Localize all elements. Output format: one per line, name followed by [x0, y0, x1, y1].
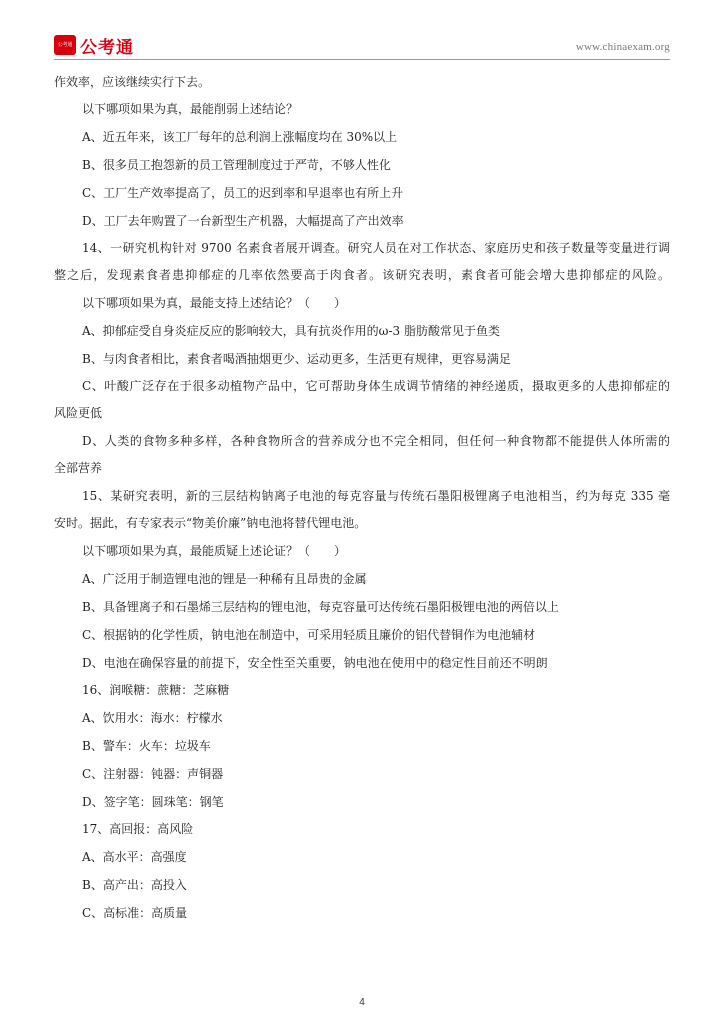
question-14-stem-cont: 整之后，发现素食者患抑郁症的几率依然要高于肉食者。该研究表明，素食者可能会增大患抑郁症的风险。	[54, 268, 670, 282]
option-d: D、人类的食物多种多样，各种食物所含的营养成分也不完全相同，但任何一种食物都不能提供人体所需的	[82, 434, 670, 448]
site-url: www.chinaexam.org	[575, 41, 670, 53]
option-c: C、根据钠的化学性质，钠电池在制造中，可采用轻质且廉价的铝代替铜作为电池辅材	[82, 628, 536, 642]
question-14-stem: 14、一研究机构针对 9700 名素食者展开调查。研究人员在对工作状态、家庭历史和孩子数量等变量进行调	[82, 241, 670, 255]
option-a: A、高水平：高强度	[82, 850, 187, 864]
question-prompt: 以下哪项如果为真，最能质疑上述论证？（ ）	[82, 544, 347, 558]
option-a: A、广泛用于制造锂电池的锂是一种稀有且昂贵的金属	[82, 572, 367, 586]
option-c: C、高标准：高质量	[82, 906, 188, 920]
option-b: B、与肉食者相比，素食者喝酒抽烟更少、运动更多，生活更有规律，更容易满足	[82, 352, 511, 366]
header-divider	[54, 59, 670, 60]
page-number: 4	[359, 997, 365, 1008]
option-b: B、高产出：高投入	[82, 878, 187, 892]
option-a: A、饮用水：海水：柠檬水	[82, 711, 223, 725]
document-body	[54, 75, 670, 920]
page-header	[54, 34, 670, 60]
question-prompt: 以下哪项如果为真，最能支持上述结论？（ ）	[82, 296, 347, 310]
option-c: C、叶酸广泛存在于很多动植物产品中，它可帮助身体生成调节情绪的神经递质，摄取更多的人患抑郁症的	[82, 379, 670, 393]
option-d: D、签字笔：圆珠笔：钢笔	[82, 795, 224, 809]
option-d: D、工厂去年购置了一台新型生产机器，大幅提高了产出效率	[82, 214, 404, 228]
question-15-stem-cont: 安时。据此，有专家表示“物美价廉”钠电池将替代锂电池。	[54, 516, 367, 530]
option-d: D、电池在确保容量的前提下，安全性至关重要，钠电池在使用中的稳定性目前还不明朗	[82, 656, 548, 670]
option-a: A、抑郁症受自身炎症反应的影响较大，具有抗炎作用的ω-3 脂肪酸常见于鱼类	[82, 324, 500, 338]
logo-mark-icon: 公考通	[54, 35, 76, 55]
option-c: C、工厂生产效率提高了，员工的迟到率和早退率也有所上升	[82, 186, 404, 200]
text-line: 作效率，应该继续实行下去。	[54, 75, 211, 89]
question-15-stem: 15、某研究表明，新的三层结构钠离子电池的每克容量与传统石墨阳极锂离子电池相当，约为每克 335 毫	[82, 489, 670, 503]
question-16-stem: 16、润喉糖：蔗糖：芝麻糖	[82, 683, 230, 697]
option-b: B、很多员工抱怨新的员工管理制度过于严苛，不够人性化	[82, 158, 391, 172]
question-prompt: 以下哪项如果为真，最能削弱上述结论？	[82, 102, 299, 116]
option-d-cont: 全部营养	[54, 461, 103, 475]
option-c-cont: 风险更低	[54, 406, 103, 420]
option-c: C、注射器：钝器：声铜器	[82, 767, 224, 781]
option-a: A、近五年来，该工厂每年的总利润上涨幅度均在 30%以上	[82, 130, 398, 144]
logo-text: 公考通	[80, 37, 134, 58]
option-b: B、具备锂离子和石墨烯三层结构的锂电池，每克容量可达传统石墨阳极锂电池的两倍以上	[82, 600, 559, 614]
logo	[54, 34, 134, 56]
option-b: B、警车：火车：垃圾车	[82, 739, 211, 753]
question-17-stem: 17、高回报：高风险	[82, 822, 194, 836]
